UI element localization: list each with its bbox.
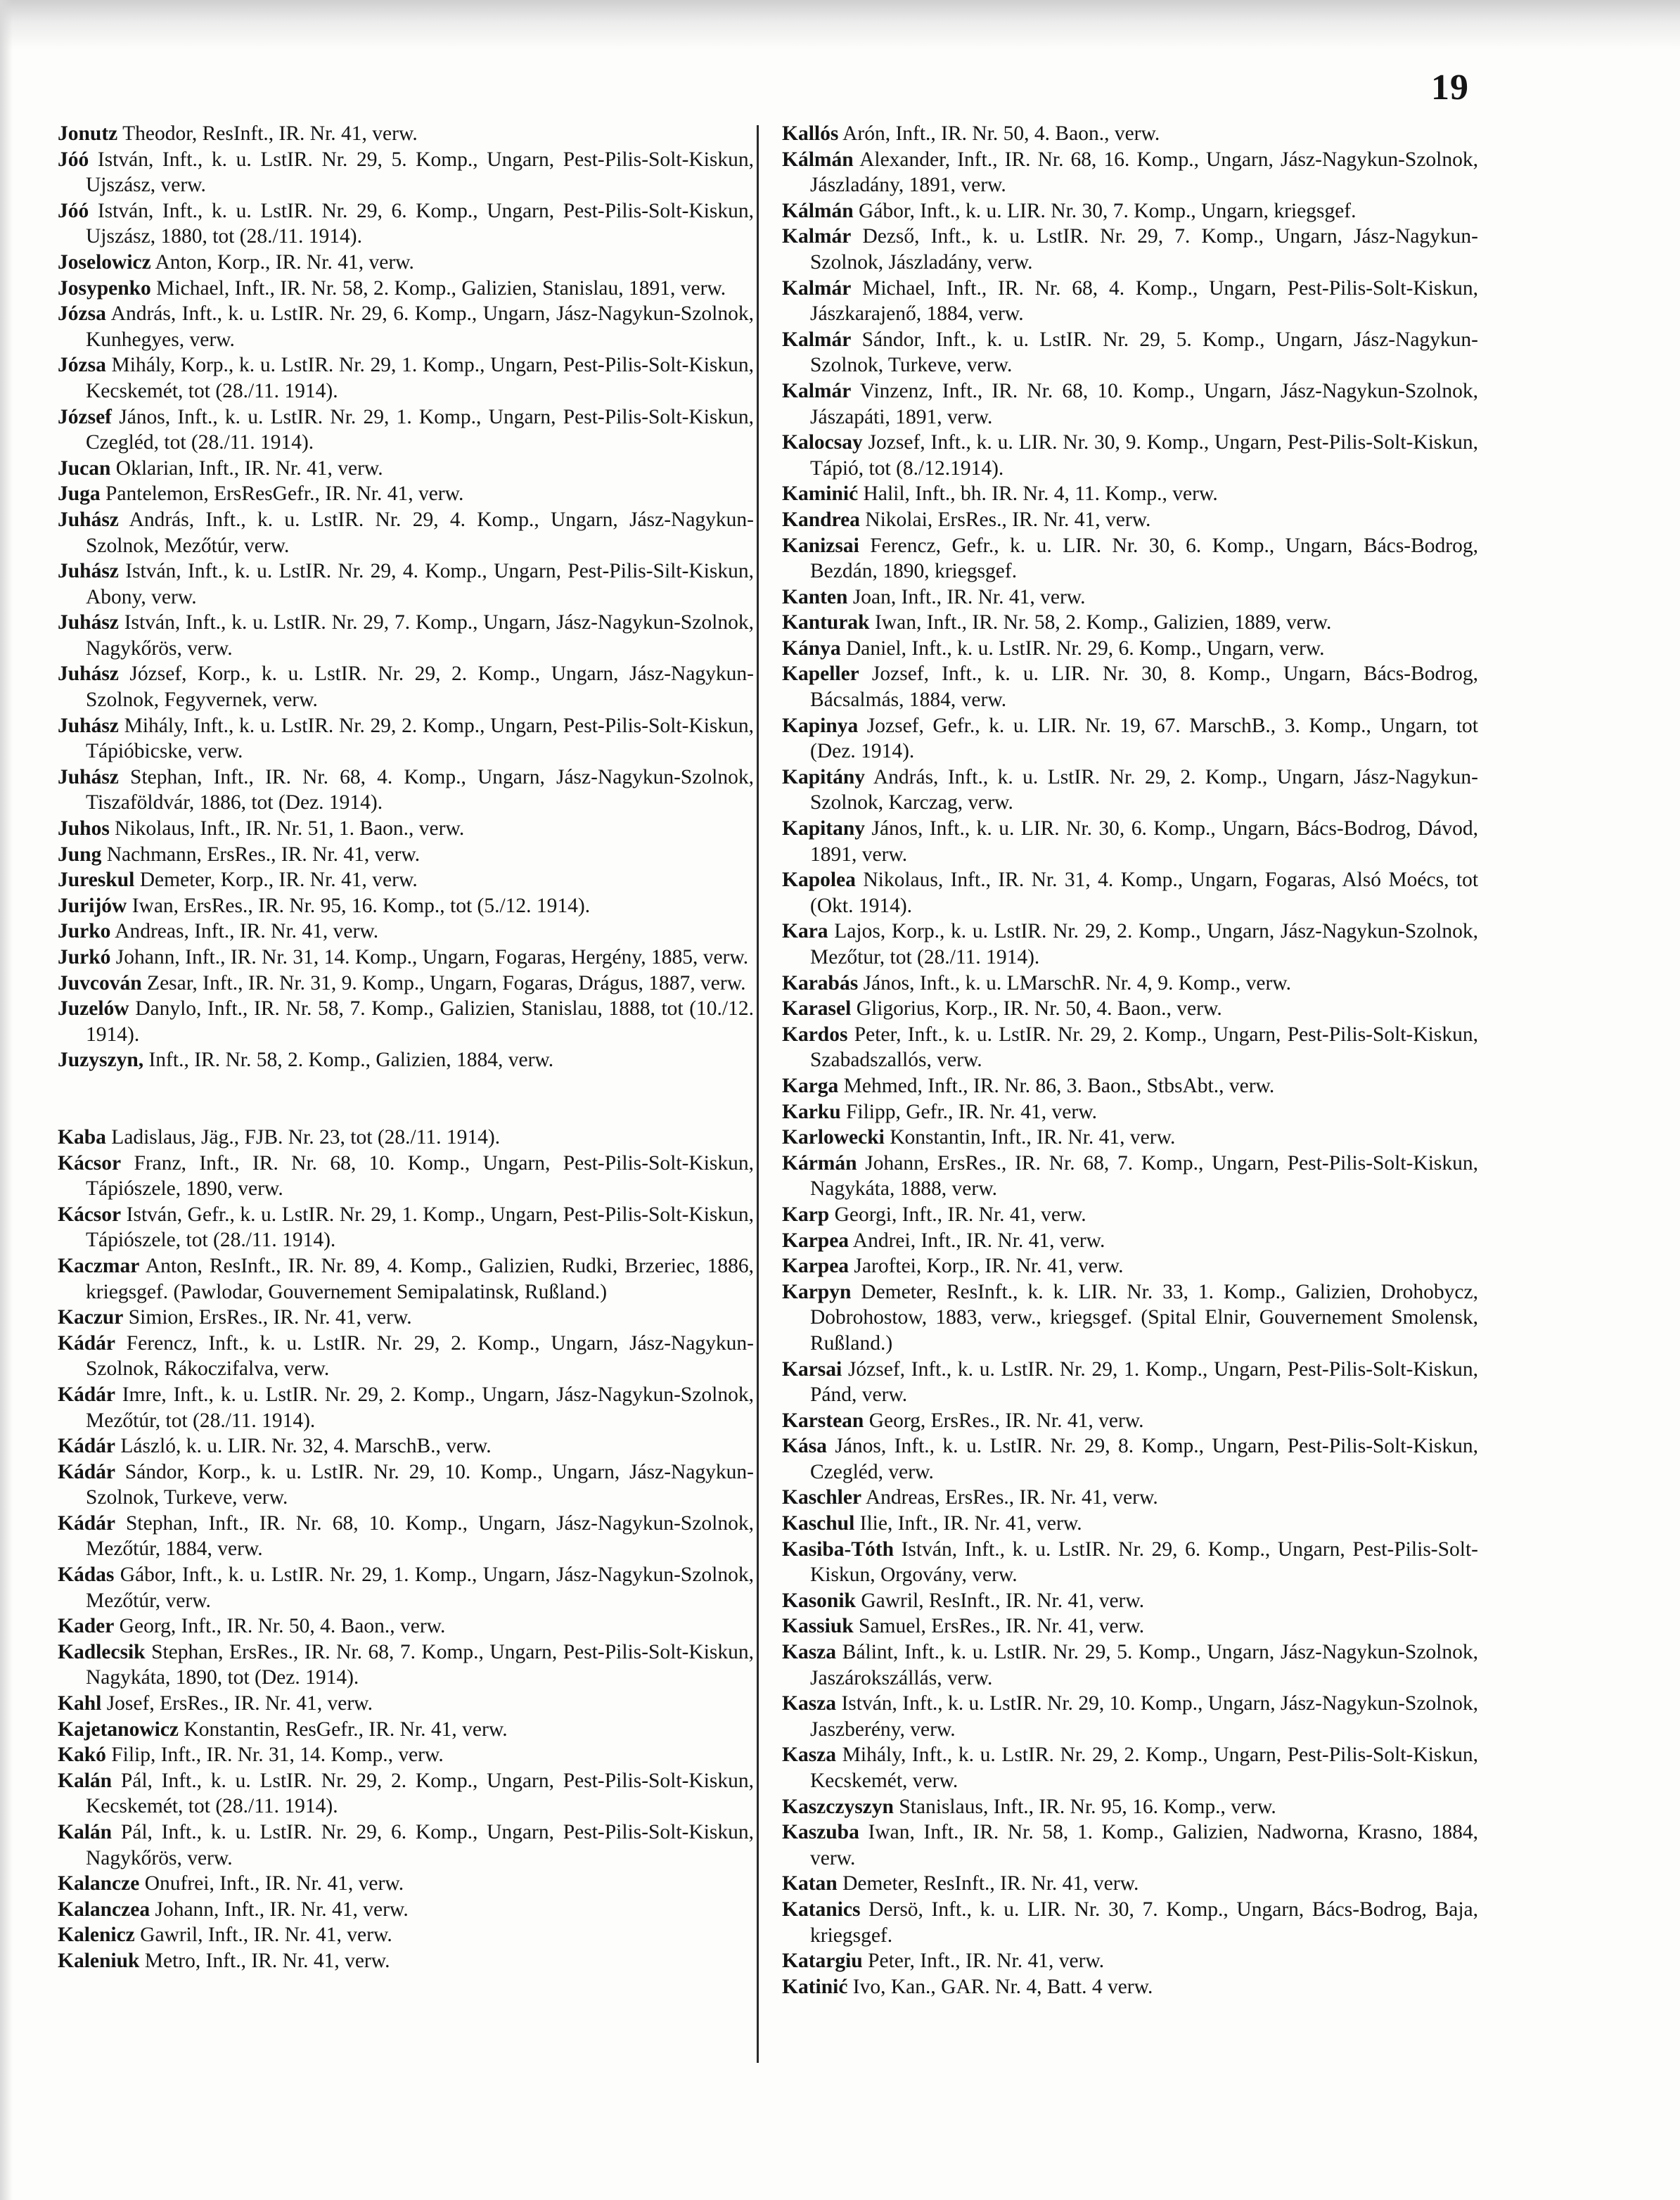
roll-entry (58, 661, 754, 712)
roll-entry (58, 842, 754, 868)
entry-surname: Kajetanowicz (58, 1718, 179, 1741)
entry-surname: Kahl (58, 1692, 102, 1715)
roll-entry (782, 1408, 1478, 1434)
entry-details: Ivo, Kan., GAR. Nr. 4, Batt. 4 verw. (852, 1975, 1153, 1998)
entry-details: Joan, Inft., IR. Nr. 41, verw. (852, 585, 1086, 608)
page-number: 19 (1431, 68, 1469, 108)
entry-surname: Kalenicz (58, 1924, 135, 1947)
entry-details: Nachmann, ErsRes., IR. Nr. 41, verw. (106, 843, 421, 866)
entry-details: Konstantin, ResGefr., IR. Nr. 41, verw. (184, 1718, 508, 1741)
roll-entry (782, 1691, 1478, 1742)
entry-details: Danylo, Inft., IR. Nr. 58, 7. Komp., Galizien, Stanislau, 1888, tot (10./12. 1914). (86, 997, 754, 1046)
roll-entry (782, 1871, 1478, 1897)
entry-surname: Kármán (782, 1151, 857, 1175)
entry-details: Jozsef, Gefr., k. u. LIR. Nr. 19, 67. MarschB., 3. Komp., Ungarn, tot (Dez. 1914). (810, 714, 1479, 763)
entry-details: Andrei, Inft., IR. Nr. 41, verw. (852, 1229, 1105, 1252)
entry-surname: Kanten (782, 585, 848, 608)
roll-entry (58, 610, 754, 661)
entry-details: Arón, Inft., IR. Nr. 50, 4. Baon., verw. (842, 122, 1160, 145)
scan-shadow-top (0, 0, 1680, 49)
entry-details: Georg, Inft., IR. Nr. 50, 4. Baon., verw. (119, 1615, 446, 1638)
roll-entry (58, 1871, 754, 1897)
entry-surname: Kaschler (782, 1486, 862, 1509)
roll-entry (58, 1511, 754, 1562)
entry-surname: Kapolea (782, 869, 856, 892)
roll-entry (782, 1125, 1478, 1151)
roll-entry (782, 584, 1478, 610)
group-spacer (58, 1073, 754, 1125)
entry-surname: Juhász (58, 560, 119, 583)
entry-surname: Kádár (58, 1435, 115, 1458)
roll-entry (782, 1511, 1478, 1537)
roll-entry (782, 533, 1478, 584)
entry-surname: Kádár (58, 1331, 115, 1355)
roll-entry (58, 1047, 754, 1073)
entry-details: Johann, Inft., IR. Nr. 31, 14. Komp., Ungarn, Fogaras, Hergény, 1885, verw. (115, 946, 749, 968)
entry-details: Lajos, Korp., k. u. LstIR. Nr. 29, 2. Komp., Ungarn, Jász-Nagykun-Szolnok, Mezőtur, tot (28./11. 1914). (810, 920, 1479, 968)
entry-details: Bálint, Inft., k. u. LstIR. Nr. 29, 5. Komp., Ungarn, Jász-Nagykun-Szolnok, Jaszárokszállás, verw. (810, 1641, 1478, 1689)
entry-surname: Kapitany (782, 817, 866, 840)
roll-entry (782, 507, 1478, 533)
entry-details: István, Inft., k. u. LstIR. Nr. 29, 7. Komp., Ungarn, Jász-Nagykun-Szolnok, Nagykőrös, verw. (86, 611, 754, 660)
entry-surname: Kalmár (782, 379, 852, 402)
entry-details: Stephan, ErsRes., IR. Nr. 68, 7. Komp., Ungarn, Pest-Pilis-Solt-Kiskun, Nagykáta, 1890, tot (Dez. 1914). (86, 1640, 754, 1689)
roll-entry (58, 198, 754, 250)
entry-details: Demeter, ResInft., IR. Nr. 41, verw. (842, 1872, 1139, 1895)
entry-details: Iwan, Inft., IR. Nr. 58, 2. Komp., Galizien, 1889, verw. (874, 611, 1332, 634)
entry-surname: Kaczur (58, 1306, 124, 1329)
entry-details: Nikolaus, Inft., IR. Nr. 51, 1. Baon., verw. (115, 817, 465, 840)
roll-entry (782, 713, 1478, 765)
entry-details: Imre, Inft., k. u. LstIR. Nr. 29, 2. Komp., Ungarn, Jász-Nagykun-Szolnok, Mezőtúr, tot (28./11. 1914). (86, 1383, 754, 1432)
entry-details: Andreas, ErsRes., IR. Nr. 41, verw. (865, 1486, 1158, 1509)
roll-entry (58, 456, 754, 482)
roll-entry (58, 1331, 754, 1382)
column-divider (757, 125, 759, 2063)
entry-group-k (58, 1125, 754, 1974)
entry-details: András, Inft., k. u. LstIR. Nr. 29, 2. Komp., Ungarn, Jász-Nagykun-Szolnok, Karczag, verw. (810, 765, 1479, 814)
entry-details: Simion, ErsRes., IR. Nr. 41, verw. (128, 1306, 412, 1329)
roll-entry (58, 1691, 754, 1717)
entry-surname: Karlowecki (782, 1126, 885, 1149)
entry-details: Sándor, Korp., k. u. LstIR. Nr. 29, 10. Komp., Ungarn, Jász-Nagykun-Szolnok, Turkeve, verw. (86, 1460, 755, 1509)
roll-entry (58, 1382, 754, 1433)
entry-details: Gawril, ResInft., IR. Nr. 41, verw. (861, 1589, 1145, 1612)
entry-surname: Kara (782, 920, 828, 943)
roll-entry (782, 276, 1478, 327)
entry-details: Demeter, ResInft., k. k. LIR. Nr. 33, 1. Komp., Galizien, Drohobycz, Dobrohostow, 1883, verw., kriegsgef. (Spital Elnir, Gouvernement Smolensk, Rußland.) (810, 1280, 1478, 1355)
roll-entry (782, 1151, 1478, 1202)
entry-surname: Karku (782, 1100, 841, 1123)
entry-details: István, Gefr., k. u. LstIR. Nr. 29, 1. Komp., Ungarn, Pest-Pilis-Solt-Kiskun, Tápiószele, tot (28./11. 1914). (86, 1203, 754, 1252)
entry-surname: Katan (782, 1872, 838, 1895)
entry-surname: Juhász (58, 508, 119, 531)
entry-details: Gligorius, Korp., IR. Nr. 50, 4. Baon., verw. (856, 997, 1222, 1021)
entry-surname: Kaminić (782, 482, 859, 506)
entry-details: Stephan, Inft., IR. Nr. 68, 4. Komp., Ungarn, Jász-Nagykun-Szolnok, Tiszaföldvár, 1886, tot (Dez. 1914). (86, 765, 754, 814)
entry-surname: Kasza (782, 1641, 837, 1664)
roll-entry (58, 765, 754, 816)
entry-surname: Kasza (782, 1744, 837, 1767)
entry-surname: Juhász (58, 765, 119, 788)
entry-details: Gábor, Inft., k. u. LstIR. Nr. 29, 1. Komp., Ungarn, Jász-Nagykun-Szolnok, Mezőtúr, verw. (86, 1563, 754, 1612)
entry-details: Filip, Inft., IR. Nr. 31, 14. Komp., verw. (111, 1744, 444, 1767)
roll-entry (782, 1794, 1478, 1820)
entry-details: József, Inft., k. u. LstIR. Nr. 29, 1. Komp., Ungarn, Pest-Pilis-Solt-Kiskun, Pánd, verw. (810, 1357, 1478, 1407)
entry-surname: Kálmán (782, 148, 854, 171)
roll-entry (58, 1820, 754, 1871)
roll-entry (782, 1433, 1478, 1485)
roll-entry (782, 1974, 1478, 2000)
entry-details: Zesar, Inft., IR. Nr. 31, 9. Komp., Ungarn, Fogaras, Drágus, 1887, verw. (147, 971, 746, 995)
entry-surname: Jucan (58, 456, 111, 480)
entry-surname: Kakó (58, 1744, 106, 1767)
entry-details: Iwan, ErsRes., IR. Nr. 95, 16. Komp., tot (5./12. 1914). (132, 894, 591, 917)
roll-entry (58, 404, 754, 456)
roll-entry (782, 1820, 1478, 1871)
roll-entry (58, 1433, 754, 1459)
entry-details: Stephan, Inft., IR. Nr. 68, 10. Komp., Ungarn, Jász-Nagykun-Szolnok, Mezőtúr, 1884, verw. (86, 1511, 754, 1561)
entry-details: András, Inft., k. u. LstIR. Nr. 29, 6. Komp., Ungarn, Jász-Nagykun-Szolnok, Kunhegyes, verw. (86, 302, 754, 351)
roll-entry (782, 430, 1478, 481)
entry-surname: Kalancze (58, 1872, 140, 1895)
roll-entry (58, 276, 754, 302)
roll-entry (58, 1125, 754, 1151)
roll-entry (58, 1742, 754, 1768)
entry-surname: Kalmár (782, 225, 852, 248)
entry-details: Johann, Inft., IR. Nr. 41, verw. (155, 1898, 409, 1921)
entry-surname: Juhász (58, 611, 119, 634)
entry-surname: Joselowicz (58, 250, 151, 274)
roll-entry (58, 1922, 754, 1948)
entry-surname: Kádas (58, 1563, 115, 1587)
entry-surname: Karp (782, 1203, 830, 1226)
entry-surname: Kaczmar (58, 1254, 140, 1277)
entry-surname: Juvcován (58, 971, 142, 995)
roll-entry (58, 1768, 754, 1820)
entry-surname: Jonutz (58, 122, 118, 145)
roll-entry (782, 1228, 1478, 1254)
roll-entry (58, 1305, 754, 1331)
entry-details: Jozsef, Inft., k. u. LIR. Nr. 30, 9. Komp., Ungarn, Pest-Pilis-Solt-Kiskun, Tápió, tot (8./12.1914). (810, 431, 1478, 480)
entry-details: János, Inft., k. u. LMarschR. Nr. 4, 9. Komp., verw. (863, 971, 1292, 995)
roll-entry (782, 1897, 1478, 1948)
entry-details: István, Inft., k. u. LstIR. Nr. 29, 6. Komp., Ungarn, Pest-Pilis-Solt-Kiskun, Ujszász, 1880, tot (28./11. 1914). (86, 199, 754, 248)
entry-surname: Juzyszyn, (58, 1049, 144, 1072)
entry-surname: Kapeller (782, 663, 859, 686)
roll-entry (782, 1742, 1478, 1793)
entry-details: Ilie, Inft., IR. Nr. 41, verw. (859, 1512, 1082, 1535)
entry-surname: Kása (782, 1435, 827, 1458)
roll-entry (58, 558, 754, 610)
entry-surname: Kaschul (782, 1512, 855, 1535)
roll-entry (782, 636, 1478, 662)
entry-surname: Juhász (58, 714, 119, 737)
entry-surname: Józsa (58, 302, 106, 326)
roll-entry (782, 867, 1478, 919)
roll-entry (782, 996, 1478, 1022)
entry-surname: Karga (782, 1074, 839, 1097)
roll-entry (58, 893, 754, 919)
entry-surname: Jurkó (58, 946, 111, 968)
entry-details: Anton, ResInft., IR. Nr. 89, 4. Komp., Galizien, Rudki, Brzeriec, 1886, kriegsgef. (Pawlodar, Gouvernement Semipalatinsk, Rußland.) (86, 1254, 754, 1303)
entry-details: Mihály, Inft., k. u. LstIR. Nr. 29, 2. Komp., Ungarn, Pest-Pilis-Solt-Kiskun, Kecskemét, verw. (810, 1744, 1479, 1792)
entry-surname: Kasza (782, 1692, 837, 1715)
roll-entry (58, 481, 754, 507)
roll-entry (782, 147, 1478, 198)
roll-entry (782, 1485, 1478, 1511)
entry-details: Samuel, ErsRes., IR. Nr. 41, verw. (859, 1615, 1145, 1638)
entry-details: Georgi, Inft., IR. Nr. 41, verw. (834, 1203, 1086, 1226)
entry-surname: Kalocsay (782, 431, 863, 454)
roll-entry (782, 224, 1478, 275)
entry-surname: Kánya (782, 637, 841, 660)
entry-details: Mihály, Korp., k. u. LstIR. Nr. 29, 1. Komp., Ungarn, Pest-Pilis-Solt-Kiskun, Kecskemét, tot (28./11. 1914). (86, 354, 755, 402)
entry-surname: Juhász (58, 663, 119, 686)
entry-details: Filipp, Gefr., IR. Nr. 41, verw. (845, 1100, 1097, 1123)
entry-details: Johann, ErsRes., IR. Nr. 68, 7. Komp., Ungarn, Pest-Pilis-Solt-Kiskun, Nagykáta, 1888, verw. (810, 1151, 1478, 1201)
entry-surname: Karpea (782, 1255, 849, 1278)
entry-details: Peter, Inft., IR. Nr. 41, verw. (868, 1950, 1105, 1973)
right-column (782, 121, 1478, 2000)
roll-entry (58, 971, 754, 997)
entry-surname: Kanizsai (782, 534, 859, 557)
roll-entry (782, 1202, 1478, 1228)
entry-details: József, Korp., k. u. LstIR. Nr. 29, 2. Komp., Ungarn, Jász-Nagykun-Szolnok, Fegyvernek, verw. (86, 663, 754, 712)
entry-surname: Katanics (782, 1898, 861, 1921)
roll-entry (782, 1099, 1478, 1125)
entry-surname: Kardos (782, 1023, 848, 1046)
entry-surname: Jurko (58, 920, 111, 943)
roll-entry (58, 713, 754, 765)
roll-entry (782, 378, 1478, 430)
entry-surname: Kaszczyszyn (782, 1795, 894, 1818)
roll-entry (782, 1588, 1478, 1614)
entry-details: Georg, ErsRes., IR. Nr. 41, verw. (868, 1409, 1144, 1432)
roll-entry (782, 1253, 1478, 1279)
entry-details: Franz, Inft., IR. Nr. 68, 10. Komp., Ungarn, Pest-Pilis-Solt-Kiskun, Tápiószele, 1890, verw. (86, 1151, 755, 1201)
entry-details: Anton, Korp., IR. Nr. 41, verw. (155, 250, 414, 274)
roll-entry (782, 1073, 1478, 1099)
entry-details: Pantelemon, ErsResGefr., IR. Nr. 41, verw. (105, 482, 464, 506)
roll-entry (58, 1613, 754, 1639)
entry-surname: Kallós (782, 122, 839, 145)
entry-details: Jaroftei, Korp., IR. Nr. 41, verw. (854, 1255, 1124, 1278)
roll-entry (782, 1022, 1478, 1073)
roll-entry (58, 919, 754, 945)
entry-surname: Kader (58, 1615, 115, 1638)
entry-details: Dersö, Inft., k. u. LIR. Nr. 30, 7. Komp., Ungarn, Bács-Bodrog, Baja, kriegsgef. (810, 1898, 1479, 1947)
entry-details: István, Inft., k. u. LstIR. Nr. 29, 5. Komp., Ungarn, Pest-Pilis-Solt-Kiskun, Ujszász, verw. (86, 148, 754, 197)
entry-surname: Kassiuk (782, 1615, 854, 1638)
entry-details: Michael, Inft., IR. Nr. 68, 4. Komp., Ungarn, Pest-Pilis-Solt-Kiskun, Jászkarajenő, 1884, verw. (810, 276, 1479, 326)
entry-details: Nikolai, ErsRes., IR. Nr. 41, verw. (865, 508, 1151, 531)
entry-surname: Juhos (58, 817, 110, 840)
entry-surname: Józsa (58, 354, 106, 377)
entry-surname: József (58, 405, 112, 428)
entry-details: Demeter, Korp., IR. Nr. 41, verw. (139, 869, 418, 892)
entry-surname: Kandrea (782, 508, 860, 531)
roll-entry (782, 327, 1478, 378)
entry-surname: Katargiu (782, 1950, 863, 1973)
roll-entry (782, 971, 1478, 997)
entry-details: András, Inft., k. u. LstIR. Nr. 29, 4. Komp., Ungarn, Jász-Nagykun-Szolnok, Mezőtúr, verw. (86, 508, 755, 557)
entry-details: László, k. u. LIR. Nr. 32, 4. MarschB., verw. (120, 1435, 492, 1458)
entry-details: Daniel, Inft., k. u. LstIR. Nr. 29, 6. Komp., Ungarn, verw. (845, 637, 1325, 660)
entry-details: Ferencz, Inft., k. u. LstIR. Nr. 29, 2. Komp., Ungarn, Jász-Nagykun-Szolnok, Rákoczifalva, verw. (86, 1331, 755, 1381)
entry-details: Oklarian, Inft., IR. Nr. 41, verw. (115, 456, 383, 480)
roll-entry (58, 301, 754, 352)
roll-entry (782, 816, 1478, 867)
entry-surname: Kadlecsik (58, 1640, 146, 1663)
entry-details: János, Inft., k. u. LstIR. Nr. 29, 1. Komp., Ungarn, Pest-Pilis-Solt-Kiskun, Czegléd, tot (28./11. 1914). (86, 405, 754, 454)
entry-details: Mehmed, Inft., IR. Nr. 86, 3. Baon., StbsAbt., verw. (843, 1074, 1275, 1097)
entry-surname: Jurijów (58, 894, 127, 917)
roll-entry (58, 147, 754, 198)
entry-surname: Kaszuba (782, 1821, 859, 1844)
entry-details: István, Inft., k. u. LstIR. Nr. 29, 6. Komp., Ungarn, Pest-Pilis-Solt-Kiskun, Orgovány, verw. (810, 1537, 1479, 1587)
roll-entry (58, 250, 754, 276)
entry-details: Andreas, Inft., IR. Nr. 41, verw. (115, 920, 379, 943)
roll-entry (782, 610, 1478, 636)
entry-group-j (58, 121, 754, 1073)
entry-surname: Kalán (58, 1769, 113, 1792)
roll-entry (58, 1717, 754, 1743)
entry-details: Nikolaus, Inft., IR. Nr. 31, 4. Komp., Ungarn, Fogaras, Alsó Moécs, tot (Okt. 1914). (810, 869, 1479, 917)
roll-entry (58, 1253, 754, 1305)
entry-surname: Karpea (782, 1229, 849, 1252)
entry-surname: Kálmán (782, 199, 854, 222)
entry-surname: Katinić (782, 1975, 848, 1998)
entry-surname: Jóó (58, 199, 89, 222)
roll-entry (58, 352, 754, 404)
roll-entry (782, 481, 1478, 507)
roll-entry (58, 816, 754, 842)
entry-surname: Josypenko (58, 276, 151, 300)
roll-entry (782, 1357, 1478, 1408)
entry-details: Onufrei, Inft., IR. Nr. 41, verw. (144, 1872, 404, 1895)
entry-details: Halil, Inft., bh. IR. Nr. 4, 11. Komp., verw. (863, 482, 1218, 506)
entry-details: János, Inft., k. u. LIR. Nr. 30, 6. Komp., Ungarn, Bács-Bodrog, Dávod, 1891, verw. (810, 817, 1479, 866)
entry-details: Pál, Inft., k. u. LstIR. Nr. 29, 2. Komp., Ungarn, Pest-Pilis-Solt-Kiskun, Kecskemét, tot (28./11. 1914). (86, 1769, 755, 1818)
roll-entry (782, 1279, 1478, 1357)
entry-details: István, Inft., k. u. LstIR. Nr. 29, 4. Komp., Ungarn, Pest-Pilis-Silt-Kiskun, Abony, verw. (86, 560, 755, 608)
entry-details: Jozsef, Inft., k. u. LIR. Nr. 30, 8. Komp., Ungarn, Bács-Bodrog, Bácsalmás, 1884, verw. (810, 663, 1478, 712)
entry-details: Mihály, Inft., k. u. LstIR. Nr. 29, 2. Komp., Ungarn, Pest-Pilis-Solt-Kiskun, Tápióbicske, verw. (86, 714, 755, 763)
roll-entry (58, 1639, 754, 1691)
roll-entry (782, 661, 1478, 712)
entry-surname: Jung (58, 843, 102, 866)
scan-shadow-left (0, 0, 13, 2200)
entry-surname: Karasel (782, 997, 852, 1021)
entry-surname: Juzelów (58, 997, 129, 1021)
entry-surname: Karabás (782, 971, 859, 995)
entry-surname: Kalán (58, 1821, 113, 1843)
entry-details: Inft., IR. Nr. 58, 2. Komp., Galizien, 1884, verw. (148, 1049, 554, 1072)
entry-details: Metro, Inft., IR. Nr. 41, verw. (144, 1949, 390, 1972)
entry-surname: Kalmár (782, 276, 852, 300)
entry-surname: Kapitány (782, 765, 866, 788)
roll-entry (58, 1562, 754, 1613)
roll-entry (782, 1639, 1478, 1691)
roll-entry (782, 1948, 1478, 1974)
entry-surname: Kaba (58, 1125, 106, 1149)
entry-surname: Karpyn (782, 1280, 852, 1303)
entry-details: Dezső, Inft., k. u. LstIR. Nr. 29, 7. Komp., Ungarn, Jász-Nagykun-Szolnok, Jászladány, verw. (810, 225, 1478, 274)
entry-surname: Juga (58, 482, 101, 506)
left-column (58, 121, 754, 1974)
roll-entry (782, 198, 1478, 224)
roll-entry (58, 121, 754, 147)
entry-details: Gawril, Inft., IR. Nr. 41, verw. (140, 1924, 392, 1947)
roll-entry (58, 1202, 754, 1253)
roll-entry (782, 1537, 1478, 1588)
entry-surname: Karstean (782, 1409, 864, 1432)
entry-details: János, Inft., k. u. LstIR. Nr. 29, 8. Komp., Ungarn, Pest-Pilis-Solt-Kiskun, Czegléd, verw. (810, 1435, 1478, 1483)
roll-entry (782, 121, 1478, 147)
entry-details: Pál, Inft., k. u. LstIR. Nr. 29, 6. Komp., Ungarn, Pest-Pilis-Solt-Kiskun, Nagykőrös, verw. (86, 1821, 755, 1869)
entry-surname: Kácsor (58, 1151, 122, 1175)
roll-entry (782, 919, 1478, 970)
roll-entry (58, 507, 754, 558)
entry-details: Gábor, Inft., k. u. LIR. Nr. 30, 7. Komp., Ungarn, kriegsgef. (859, 199, 1357, 222)
roll-entry (782, 765, 1478, 816)
entry-details: Peter, Inft., k. u. LstIR. Nr. 29, 2. Komp., Ungarn, Pest-Pilis-Solt-Kiskun, Szabadszallós, verw. (810, 1023, 1478, 1072)
entry-details: Theodor, ResInft., IR. Nr. 41, verw. (122, 122, 418, 145)
entry-details: Konstantin, Inft., IR. Nr. 41, verw. (890, 1126, 1176, 1149)
entry-details: Vinzenz, Inft., IR. Nr. 68, 10. Komp., Ungarn, Jász-Nagykun-Szolnok, Jászapáti, 1891, verw. (810, 379, 1478, 428)
entry-surname: Kádár (58, 1511, 115, 1535)
entry-surname: Kasiba-Tóth (782, 1537, 894, 1561)
entry-surname: Kasonik (782, 1589, 856, 1612)
entry-details: Iwan, Inft., IR. Nr. 58, 1. Komp., Galizien, Nadworna, Krasno, 1884, verw. (810, 1821, 1479, 1869)
roll-entry (58, 1151, 754, 1202)
roll-entry (782, 1613, 1478, 1639)
roll-entry (58, 1948, 754, 1974)
entry-surname: Jóó (58, 148, 89, 171)
entry-surname: Kapinya (782, 714, 859, 737)
entry-surname: Karsai (782, 1357, 842, 1381)
entry-details: Ferencz, Gefr., k. u. LIR. Nr. 30, 6. Komp., Ungarn, Bács-Bodrog, Bezdán, 1890, kriegsgef. (810, 534, 1479, 583)
entry-surname: Kanturak (782, 611, 870, 634)
roll-entry (58, 996, 754, 1047)
entry-surname: Kádár (58, 1460, 115, 1483)
roll-entry (58, 867, 754, 893)
entry-surname: Kácsor (58, 1203, 122, 1226)
roll-entry (58, 945, 754, 971)
entry-details: Alexander, Inft., IR. Nr. 68, 16. Komp., Ungarn, Jász-Nagykun-Szolnok, Jászladány, 1891, verw. (810, 148, 1478, 197)
entry-details: István, Inft., k. u. LstIR. Nr. 29, 10. Komp., Ungarn, Jász-Nagykun-Szolnok, Jaszberény, verw. (810, 1692, 1479, 1741)
entry-details: Stanislaus, Inft., IR. Nr. 95, 16. Komp., verw. (899, 1795, 1276, 1818)
roll-entry (58, 1459, 754, 1511)
entry-details: Sándor, Inft., k. u. LstIR. Nr. 29, 5. Komp., Ungarn, Jász-Nagykun-Szolnok, Turkeve, verw. (810, 328, 1478, 377)
entry-details: Ladislaus, Jäg., FJB. Nr. 23, tot (28./11. 1914). (111, 1125, 501, 1149)
entry-surname: Kaleniuk (58, 1949, 140, 1972)
entry-details: Josef, ErsRes., IR. Nr. 41, verw. (106, 1692, 373, 1715)
entry-details: Michael, Inft., IR. Nr. 58, 2. Komp., Galizien, Stanislau, 1891, verw. (156, 276, 726, 300)
entry-surname: Kádár (58, 1383, 115, 1406)
entry-surname: Kalmár (782, 328, 852, 351)
roll-entry (58, 1897, 754, 1923)
entry-surname: Jureskul (58, 869, 135, 892)
entry-surname: Kalanczea (58, 1898, 150, 1921)
